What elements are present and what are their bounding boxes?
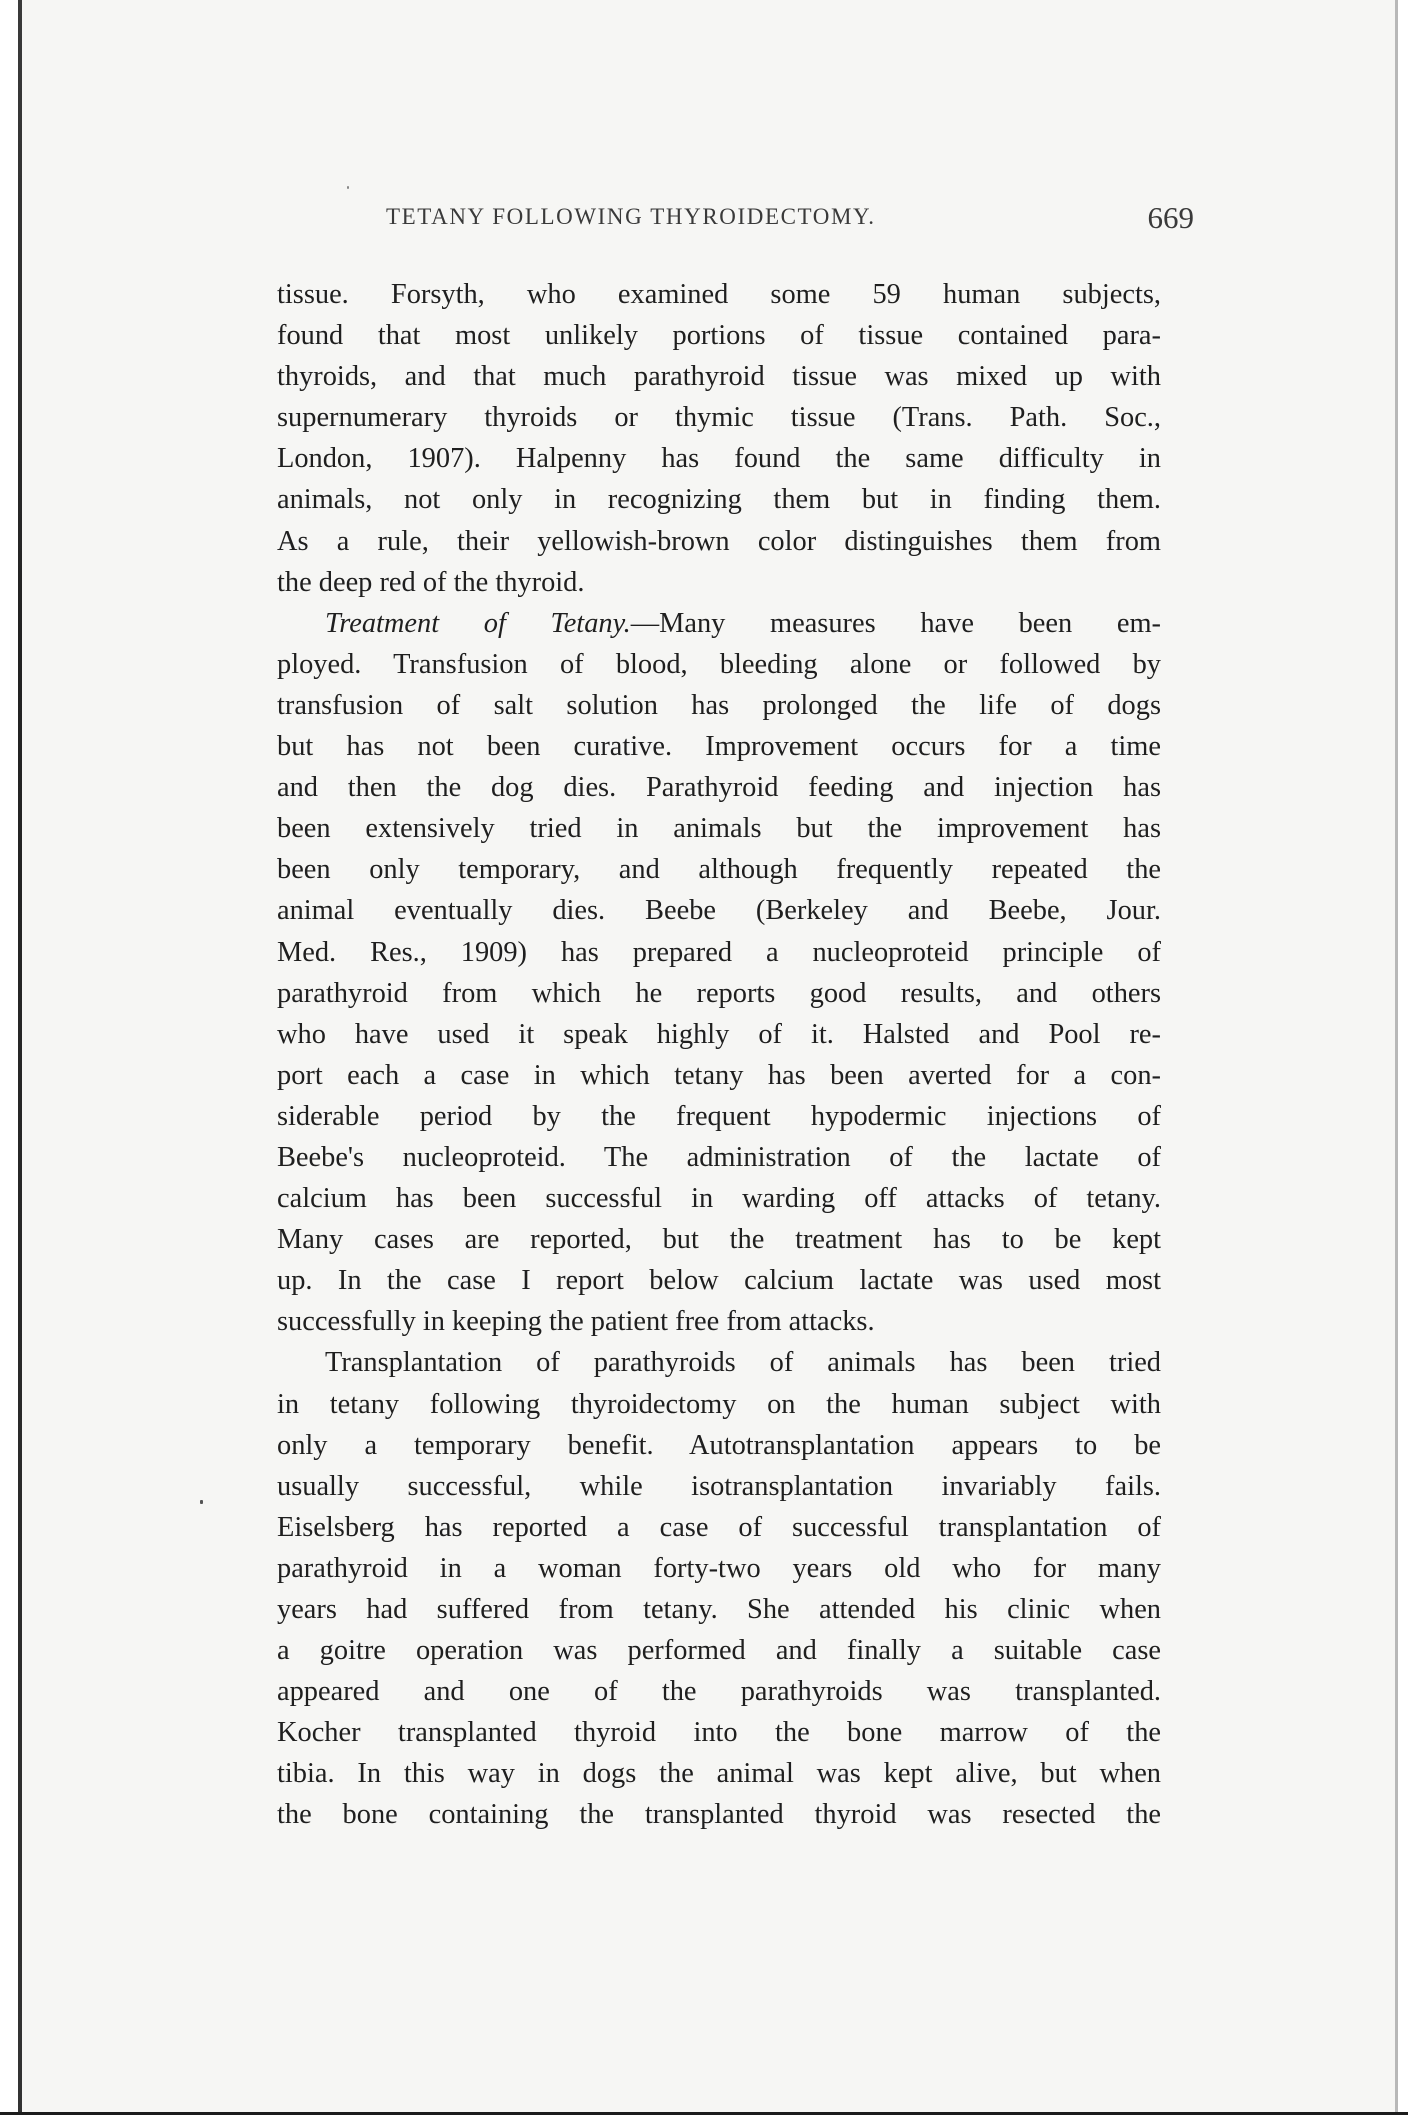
scan-margin-right: [1395, 0, 1408, 2128]
text-line: and then the dog dies. Parathyroid feeding and injection has: [277, 772, 1161, 804]
text-line: Transplantation of parathyroids of animals has been tried: [325, 1347, 1161, 1379]
text-line: in tetany following thyroidectomy on the human subject with: [277, 1388, 1161, 1420]
text-line: port each a case in which tetany has been averted for a con-: [277, 1059, 1161, 1091]
text-line: transfusion of salt solution has prolonged the life of dogs: [277, 689, 1161, 721]
text-line: Med. Res., 1909) has prepared a nucleoproteid principle of: [277, 936, 1161, 968]
text-line: successfully in keeping the patient free from attacks.: [277, 1306, 875, 1338]
text-line: appeared and one of the parathyroids was transplanted.: [277, 1676, 1161, 1708]
text-line-remainder: —Many measures have been em-: [630, 607, 1161, 639]
scan-speck: [200, 1500, 203, 1504]
section-heading: Treatment of Tetany.: [325, 607, 631, 639]
paragraph-1: [277, 274, 1161, 603]
text-line: who have used it speak highly of it. Halsted and Pool re-: [277, 1018, 1161, 1050]
text-line: As a rule, their yellowish-brown color distinguishes them from: [277, 525, 1161, 557]
text-line: up. In the case I report below calcium lactate was used most: [277, 1265, 1161, 1297]
text-line: [277, 603, 1161, 644]
running-header: [386, 200, 1194, 244]
text-line: ployed. Transfusion of blood, bleeding alone or followed by: [277, 648, 1161, 680]
text-line: Eiselsberg has reported a case of successful transplantation of: [277, 1511, 1161, 1543]
text-line: Kocher transplanted thyroid into the bone marrow of the: [277, 1717, 1161, 1749]
text-line: been only temporary, and although frequently repeated the: [277, 854, 1161, 886]
paragraph-2: [277, 603, 1161, 1343]
page-number: 669: [1147, 200, 1194, 235]
running-title: TETANY FOLLOWING THYROIDECTOMY.: [386, 204, 876, 229]
text-line: found that most unlikely portions of tissue contained para-: [277, 320, 1161, 352]
text-line: calcium has been successful in warding off attacks of tetany.: [277, 1183, 1161, 1215]
text-line: Beebe's nucleoproteid. The administration of the lactate of: [277, 1141, 1161, 1173]
scan-margin-left: [0, 0, 18, 2128]
text-line: been extensively tried in animals but the improvement has: [277, 813, 1161, 845]
scan-speck: [347, 186, 349, 189]
text-line: Many cases are reported, but the treatment has to be kept: [277, 1224, 1161, 1256]
binding-edge-shadow: [18, 0, 22, 2128]
text-line: the deep red of the thyroid.: [277, 566, 585, 598]
text-line: only a temporary benefit. Autotransplantation appears to be: [277, 1429, 1161, 1461]
text-line: parathyroid from which he reports good results, and others: [277, 977, 1161, 1009]
text-line: thyroids, and that much parathyroid tissue was mixed up with: [277, 361, 1161, 393]
text-line: years had suffered from tetany. She attended his clinic when: [277, 1594, 1161, 1625]
text-line: usually successful, while isotransplantation invariably fails.: [277, 1470, 1161, 1502]
text-line: animals, not only in recognizing them but in finding them.: [277, 484, 1161, 516]
text-line: supernumerary thyroids or thymic tissue (Trans. Path. Soc.,: [277, 402, 1161, 434]
text-line: a goitre operation was performed and finally a suitable case: [277, 1635, 1161, 1667]
body-text: [277, 274, 1161, 1836]
text-line: siderable period by the frequent hypodermic injections of: [277, 1100, 1161, 1132]
text-line: London, 1907). Halpenny has found the same difficulty in: [277, 443, 1161, 475]
text-line: but has not been curative. Improvement occurs for a time: [277, 731, 1161, 763]
text-line: the bone containing the transplanted thyroid was resected the: [277, 1799, 1161, 1831]
page-bottom-edge: [0, 2112, 1408, 2128]
text-line: parathyroid in a woman forty-two years old who for many: [277, 1552, 1161, 1584]
text-line: tibia. In this way in dogs the animal was kept alive, but when: [277, 1758, 1161, 1790]
paragraph-3: [277, 1342, 1161, 1835]
text-line: tissue. Forsyth, who examined some 59 human subjects,: [277, 279, 1161, 310]
text-line: animal eventually dies. Beebe (Berkeley and Beebe, Jour.: [277, 895, 1161, 927]
